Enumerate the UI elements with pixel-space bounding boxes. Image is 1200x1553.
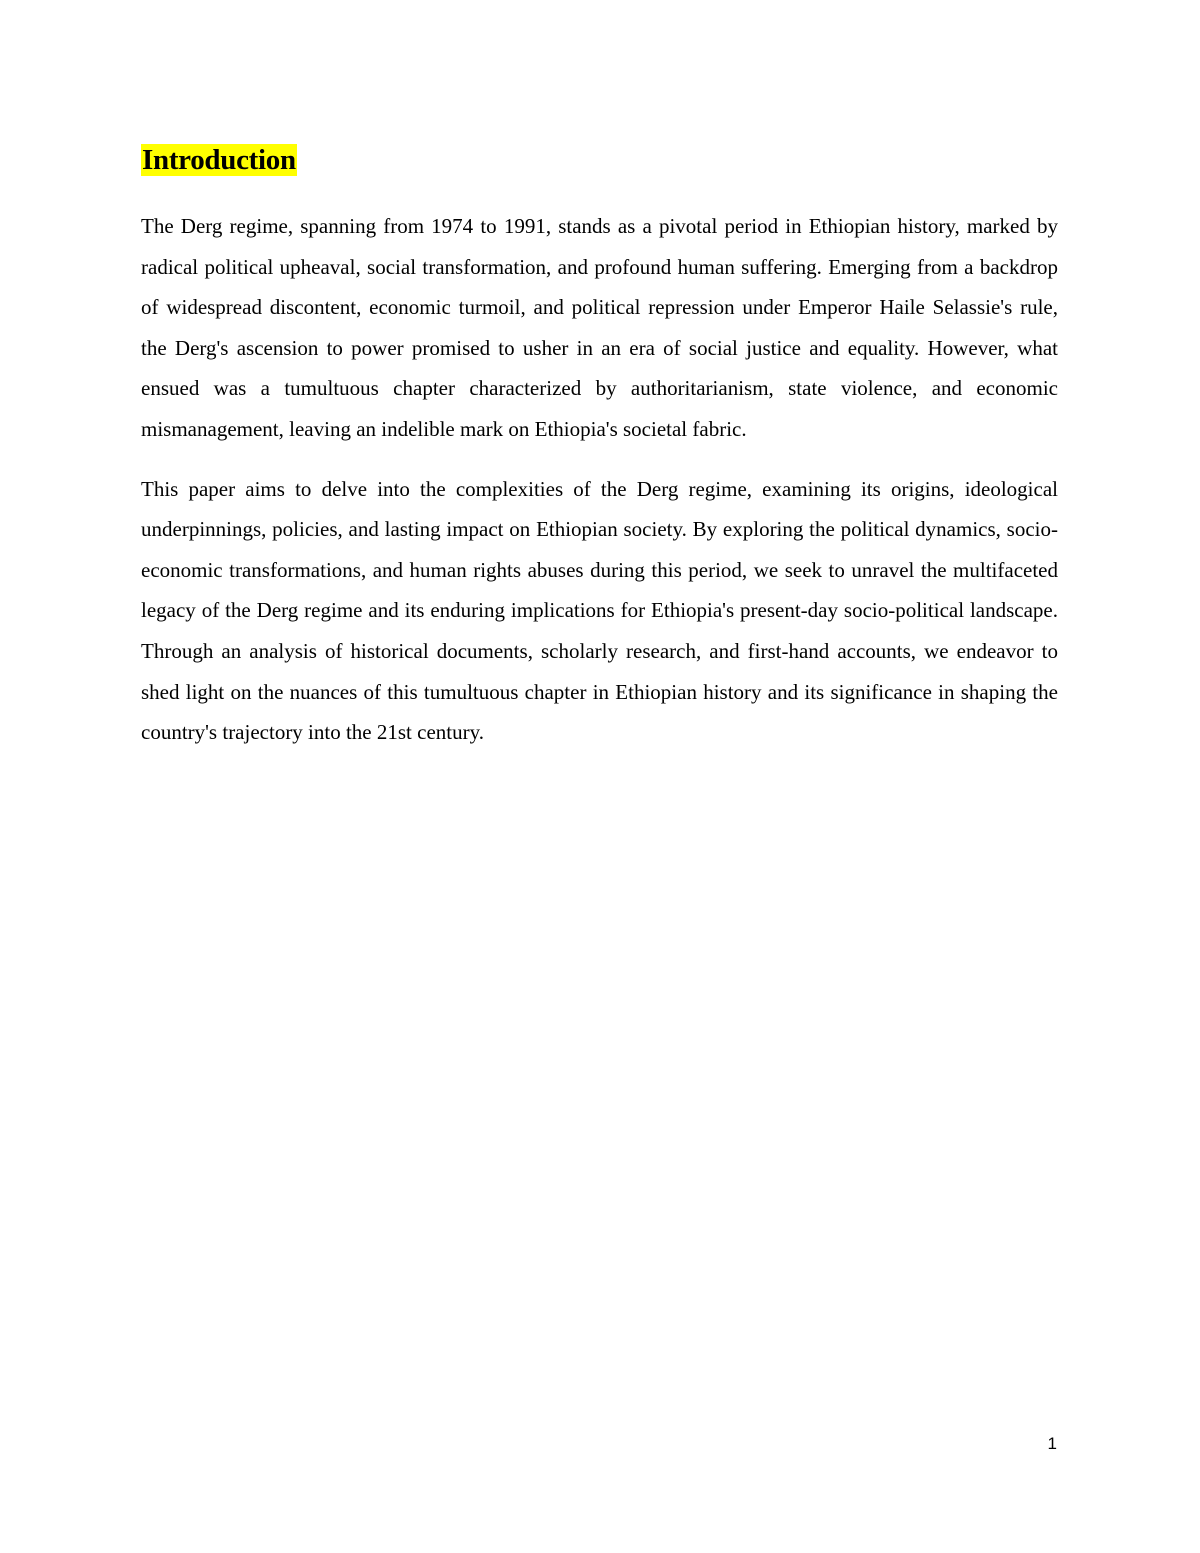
page-number: 1 [1047, 1434, 1057, 1453]
highlighted-heading-text: Introduction [142, 144, 296, 176]
page-content [141, 140, 1058, 772]
section-heading [141, 140, 1058, 180]
paragraph-1: The Derg regime, spanning from 1974 to 1991, stands as a pivotal period in Ethiopian history, marked by radical political upheaval, social transformation, and profound human suffering. Emerging from a backdrop of widespread discontent, economic turmoil, and political repression under Emperor Haile Selassie's rule, the Derg's ascension to power promised to usher in an era of social justice and equality. However, what ensued was a tumultuous chapter characterized by authoritarianism, state violence, and economic mismanagement, leaving an indelible mark on Ethiopia's societal fabric. [141, 214, 1058, 441]
paragraph-2: This paper aims to delve into the complexities of the Derg regime, examining its origins, ideological underpinnings, policies, and lasting impact on Ethiopian society. By exploring the political dynamics, socio-economic transformations, and human rights abuses during this period, we seek to unravel the multifaceted legacy of the Derg regime and its enduring implications for Ethiopia's present-day socio-political landscape. Through an analysis of historical documents, scholarly research, and first-hand accounts, we endeavor to shed light on the nuances of this tumultuous chapter in Ethiopian history and its significance in shaping the country's trajectory into the 21st century. [141, 476, 1058, 745]
